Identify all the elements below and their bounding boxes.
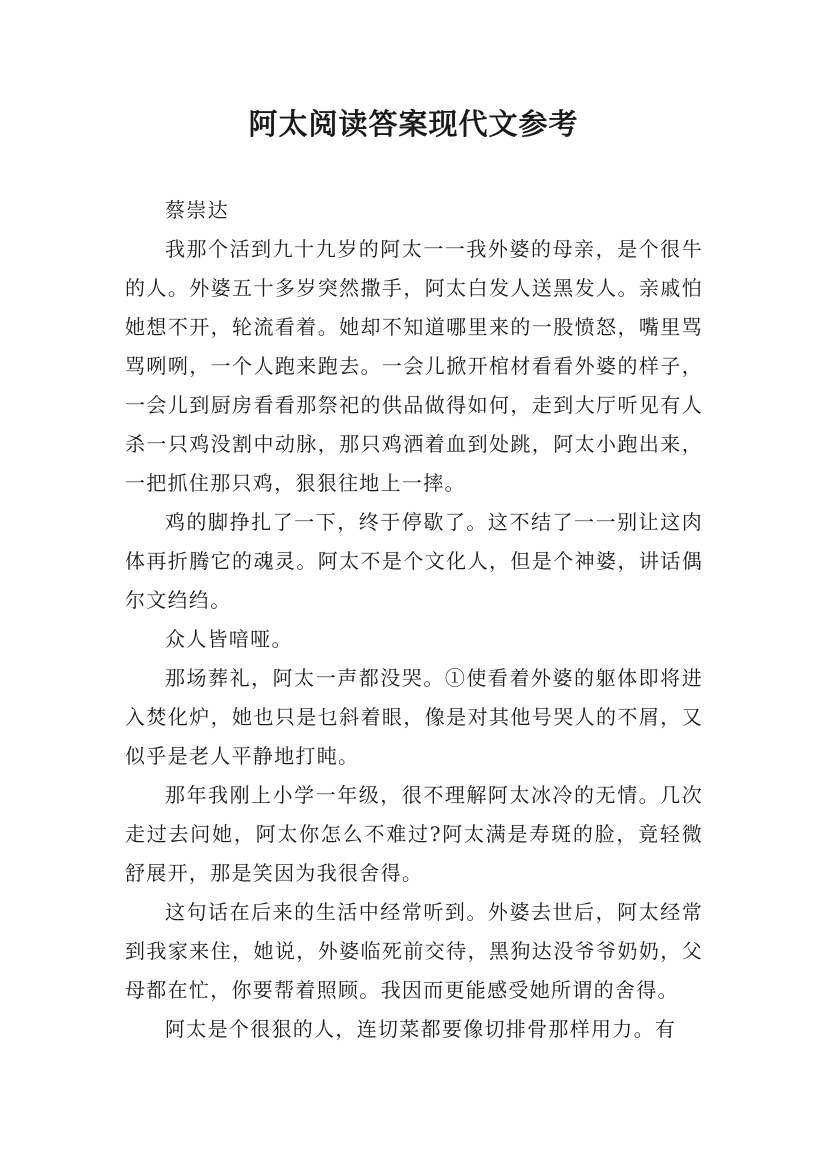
paragraph-5: 那年我刚上小学一年级，很不理解阿太冰冷的无情。几次走过去问她，阿太你怎么不难过?阿太满是寿斑的脸，竟轻微舒展开，那是笑因为我很舍得。 [125, 783, 703, 885]
document-title: 阿太阅读答案现代文参考 [248, 107, 579, 141]
paragraph-1: 我那个活到九十九岁的阿太一一我外婆的母亲，是个很牛的人。外婆五十多岁突然撒手，阿太白发人送黑发人。亲戚怕她想不开，轮流看着。她却不知道哪里来的一股愤怒，嘴里骂骂咧咧，一个人跑来跑去。一会儿掀开棺材看看外婆的样子，一会儿到厨房看看那祭祀的供品做得如何，走到大厅听见有人杀一只鸡没割中动脉，那只鸡洒着血到处跳，阿太小跑出来，一把抓住那只鸡，狠狠往地上一摔。 [125, 237, 703, 495]
paragraph-2: 鸡的脚挣扎了一下，终于停歇了。这不结了一一别让这肉体再折腾它的魂灵。阿太不是个文化人，但是个神婆，讲话偶尔文绉绉。 [125, 510, 703, 612]
paragraph-4: 那场葬礼，阿太一声都没哭。①使看着外婆的躯体即将进入焚化炉，她也只是乜斜着眼，像是对其他号哭人的不屑，又似乎是老人平静地打盹。 [125, 666, 703, 768]
article-body [125, 191, 703, 1049]
paragraph-3: 众人皆喑哑。 [165, 627, 293, 651]
author-line: 蔡崇达 [165, 198, 229, 222]
paragraph-6: 这句话在后来的生活中经常听到。外婆去世后，阿太经常到我家来住，她说，外婆临死前交待，黑狗达没爷爷奶奶，父母都在忙，你要帮着照顾。我因而更能感受她所谓的舍得。 [125, 900, 703, 1002]
paragraph-7: 阿太是个很狠的人，连切菜都要像切排骨那样用力。有 [165, 1017, 677, 1041]
